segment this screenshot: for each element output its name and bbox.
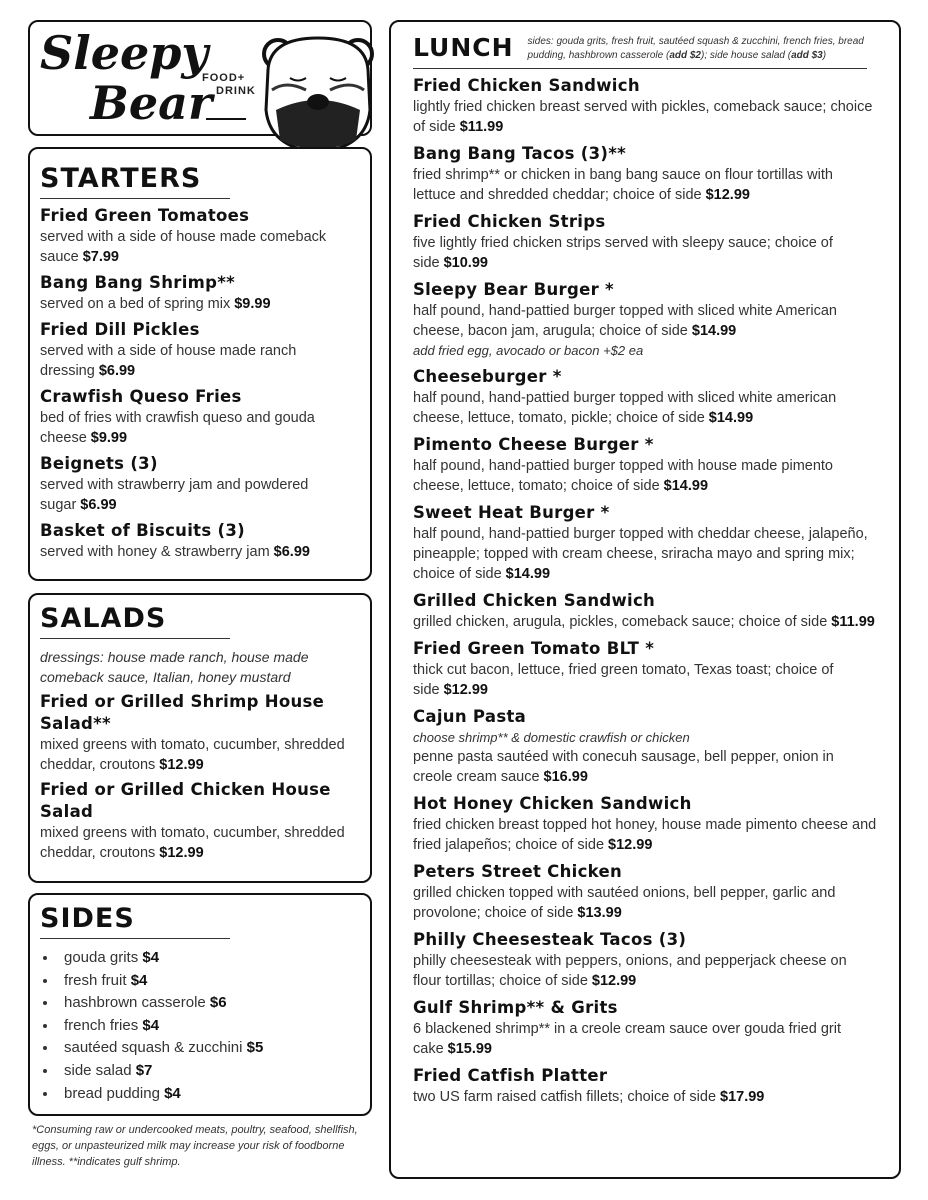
item-description (413, 747, 877, 787)
item-description-text: half pound, hand-pattied burger topped with cheddar cheese, jalapeño, pineapple; topped with cream cheese, sriracha mayo and spring mix; choice of side (413, 526, 868, 582)
item-title: Fried or Grilled Chicken House Salad (40, 780, 331, 821)
item-description-text: 6 blackened shrimp** in a creole cream sauce over gouda fried grit cake (413, 1021, 841, 1057)
menu-item (413, 143, 877, 205)
menu-item (413, 929, 877, 991)
sides-note-text: ); side house salad ( (701, 50, 792, 61)
item-description-text: fried shrimp** or chicken in bang bang sauce on flour tortillas with lettuce and shredded cheddar; choice of side (413, 167, 833, 203)
menu-item (40, 386, 360, 448)
salad-add-price: add $3 (791, 50, 823, 61)
logo-name-bear: Bear (90, 76, 213, 130)
item-description-text: two US farm raised catfish fillets; choice of side (413, 1089, 717, 1105)
sides-note-text: sides: gouda grits, fresh fruit, sautéed squash & zucchini, french fries, bread pudding, hashbrown casserole ( (527, 36, 864, 61)
item-price: $12.99 (443, 682, 488, 698)
side-name: fresh fruit (64, 971, 127, 989)
item-description (40, 227, 360, 267)
item-title: Sweet Heat Burger * (413, 503, 610, 522)
side-name: bread pudding (64, 1084, 160, 1102)
item-description (413, 951, 877, 991)
footnote: *Consuming raw or undercooked meats, poultry, seafood, shellfish, eggs, or unpasteurized milk may increase your risk of foodborne illness. **indicates gulf shrimp. (32, 1124, 358, 1168)
menu-item (40, 272, 360, 314)
item-description (413, 388, 877, 428)
item-price: $12.99 (159, 845, 204, 861)
item-note: add fried egg, avocado or bacon +$2 ea (413, 343, 644, 358)
item-description-text: lightly fried chicken breast served with pickles, comeback sauce; choice of side (413, 99, 873, 135)
item-description (40, 475, 360, 515)
side-price: $4 (142, 1016, 160, 1034)
item-description (40, 408, 360, 448)
menu-item (413, 211, 877, 273)
item-description-text: mixed greens with tomato, cucumber, shredded cheddar, croutons (40, 825, 345, 861)
item-price: $12.99 (159, 757, 204, 773)
item-description (40, 542, 360, 562)
item-price: $14.99 (663, 478, 709, 494)
menu-item (413, 366, 877, 428)
menu-item (40, 691, 360, 775)
item-description (413, 1087, 877, 1107)
item-description (413, 815, 877, 855)
item-price: $12.99 (591, 973, 637, 989)
item-description-text: half pound, hand-pattied burger topped with sliced white American cheese, bacon jam, arugula; choice of side (413, 303, 837, 339)
item-price: $6.99 (98, 363, 136, 379)
menu-item (413, 434, 877, 496)
menu-item (413, 279, 877, 360)
salads-title: SALADS (40, 603, 167, 634)
divider (40, 638, 230, 639)
sides-add-price: add $2 (669, 50, 701, 61)
starters-section (28, 147, 372, 581)
dressings-note: dressings: house made ranch, house made comeback sauce, Italian, honey mustard (40, 649, 309, 685)
divider (40, 198, 230, 199)
logo-box (28, 20, 372, 136)
menu-item (40, 779, 360, 863)
side-price: $7 (135, 1061, 153, 1079)
side-name: gouda grits (64, 949, 139, 966)
item-price: $14.99 (505, 566, 551, 582)
item-title: Gulf Shrimp** & Grits (413, 998, 618, 1017)
side-item (58, 1060, 360, 1083)
item-description-text: mixed greens with tomato, cucumber, shredded cheddar, croutons (40, 737, 345, 773)
item-description-text: served with strawberry jam and powdered sugar (40, 477, 309, 513)
item-price: $6.99 (80, 497, 117, 513)
divider (413, 68, 867, 69)
item-price: $13.99 (577, 905, 622, 921)
side-name: hashbrown casserole (64, 994, 206, 1012)
item-price: $15.99 (447, 1041, 492, 1057)
menu-item (413, 1065, 877, 1107)
item-price: $6.99 (273, 544, 310, 560)
side-price: $4 (130, 971, 148, 989)
item-title: Fried Chicken Sandwich (413, 76, 640, 95)
item-description-text: grilled chicken topped with sautéed onions, bell pepper, garlic and provolone; choice of side (413, 885, 836, 921)
side-price: $6 (209, 994, 227, 1012)
item-description (413, 301, 877, 341)
item-title: Fried Chicken Strips (413, 212, 606, 231)
sides-note-text: ) (822, 50, 827, 61)
menu-item (413, 638, 877, 700)
item-description (413, 165, 877, 205)
side-name: sautéed squash & zucchini (64, 1039, 243, 1057)
item-title: Fried or Grilled Shrimp House Salad** (40, 692, 325, 733)
item-title: Crawfish Queso Fries (40, 387, 242, 406)
menu-item (413, 75, 877, 137)
item-title: Fried Dill Pickles (40, 320, 200, 339)
item-title: Hot Honey Chicken Sandwich (413, 794, 692, 813)
item-price: $14.99 (691, 323, 737, 339)
item-description-text: served with a side of house made ranch dressing (40, 343, 297, 379)
item-title: Sleepy Bear Burger * (413, 280, 614, 299)
divider (40, 938, 230, 939)
item-subnote: choose shrimp** & domestic crawfish or chicken (413, 730, 690, 745)
item-description-text: served with honey & strawberry jam (40, 544, 270, 560)
item-title: Grilled Chicken Sandwich (413, 591, 656, 610)
logo-underline (206, 118, 246, 120)
lunch-sides-note (528, 32, 877, 63)
side-name: side salad (64, 1061, 132, 1079)
item-title: Cajun Pasta (413, 707, 527, 726)
item-title: Basket of Biscuits (3) (40, 521, 245, 540)
item-description (40, 735, 360, 775)
item-description (413, 883, 877, 923)
bear-icon (256, 30, 380, 154)
item-description-text: bed of fries with crawfish queso and gouda cheese (40, 410, 315, 446)
item-price: $17.99 (720, 1089, 765, 1105)
side-price: $4 (164, 1084, 181, 1102)
item-description (413, 660, 877, 700)
item-title: Fried Green Tomato BLT * (413, 639, 655, 658)
item-description (413, 524, 877, 584)
salads-section (28, 593, 372, 883)
item-title: Fried Catfish Platter (413, 1066, 608, 1085)
item-price: $16.99 (543, 769, 588, 785)
item-description (413, 612, 877, 632)
menu-item (413, 793, 877, 855)
side-item (58, 992, 360, 1015)
item-description-text: philly cheesesteak with peppers, onions, and pepperjack cheese on flour tortillas; choice of side (413, 953, 847, 989)
item-title: Fried Green Tomatoes (40, 206, 250, 225)
logo-name-sleepy: Sleepy (40, 26, 209, 80)
item-title: Peters Street Chicken (413, 862, 623, 881)
item-price: $9.99 (90, 430, 128, 446)
item-price: $14.99 (708, 410, 754, 426)
menu-item (413, 502, 877, 584)
item-price: $11.99 (459, 119, 504, 135)
starters-title: STARTERS (40, 163, 202, 194)
item-description-text: penne pasta sautéed with conecuh sausage, bell pepper, onion in creole cream sauce (413, 749, 834, 785)
logo-tag-food: FOOD+ (202, 72, 246, 84)
side-name: french fries (64, 1016, 139, 1034)
item-description-text: served on a bed of spring mix (40, 296, 231, 312)
menu-item (413, 590, 877, 632)
item-description-text: fried chicken breast topped hot honey, house made pimento cheese and fried jalapeños; choice of side (413, 817, 877, 853)
sides-title: SIDES (40, 903, 135, 934)
item-price: $12.99 (608, 837, 653, 853)
item-description-text: half pound, hand-pattied burger topped with house made pimento cheese, lettuce, tomato; choice of side (413, 458, 833, 494)
menu-item (40, 205, 360, 267)
side-item (58, 947, 360, 970)
lunch-title: LUNCH (413, 33, 514, 62)
menu-item (40, 520, 360, 562)
item-description (413, 97, 877, 137)
lunch-section (389, 20, 901, 1179)
menu-item (413, 706, 877, 787)
item-title: Cheeseburger * (413, 367, 562, 386)
item-description-text: grilled chicken, arugula, pickles, comeback sauce; choice of side (413, 614, 828, 630)
item-title: Beignets (3) (40, 454, 158, 473)
side-item (58, 1083, 360, 1106)
item-price: $7.99 (82, 249, 119, 265)
item-description (413, 456, 877, 496)
item-title: Pimento Cheese Burger * (413, 435, 654, 454)
side-item (58, 1037, 360, 1060)
item-description (413, 233, 877, 273)
menu-item (413, 861, 877, 923)
side-price: $5 (246, 1039, 264, 1057)
item-title: Bang Bang Tacos (3)** (413, 144, 627, 163)
side-item (58, 1015, 360, 1038)
item-description-text: five lightly fried chicken strips served with sleepy sauce; choice of side (413, 235, 833, 271)
item-description (413, 1019, 877, 1059)
item-price: $10.99 (443, 255, 488, 271)
menu-item (40, 453, 360, 515)
item-description (40, 823, 360, 863)
logo-tag-drink: DRINK (216, 85, 256, 97)
sides-section (28, 893, 372, 1116)
side-item (58, 970, 360, 993)
item-price: $12.99 (705, 187, 750, 203)
item-description-text: half pound, hand-pattied burger topped with sliced white american cheese, lettuce, tomato, pickle; choice of side (413, 390, 837, 426)
menu-item (413, 997, 877, 1059)
menu-item (40, 319, 360, 381)
item-description-text: thick cut bacon, lettuce, fried green tomato, Texas toast; choice of side (413, 662, 834, 698)
item-price: $11.99 (831, 614, 875, 630)
item-title: Bang Bang Shrimp** (40, 273, 236, 292)
item-description-text: served with a side of house made comeback sauce (40, 229, 327, 265)
item-title: Philly Cheesesteak Tacos (3) (413, 930, 687, 949)
item-description (40, 294, 360, 314)
side-price: $4 (142, 949, 160, 966)
item-description (40, 341, 360, 381)
item-price: $9.99 (234, 296, 271, 312)
